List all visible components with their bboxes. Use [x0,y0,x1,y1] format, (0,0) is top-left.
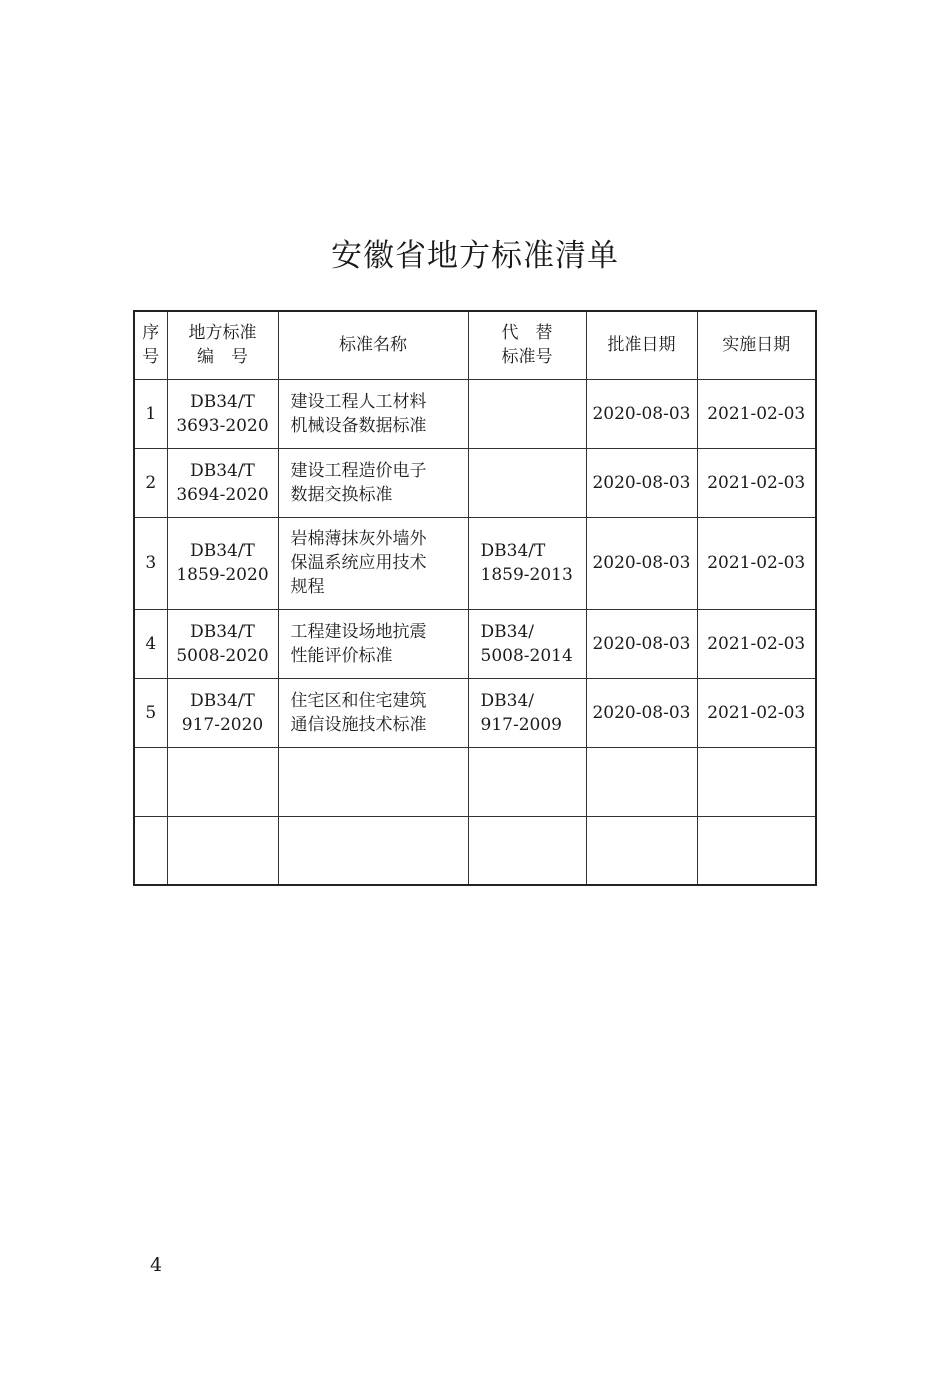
empty-cell [134,816,167,885]
empty-cell [468,747,586,816]
row-approval-date: 2020-08-03 [586,517,697,609]
row-implementation-date: 2021-02-03 [697,448,816,517]
header-seq: 序 号 [134,311,167,379]
empty-cell [468,816,586,885]
table-row [134,448,816,517]
table-row [134,517,816,609]
empty-cell [278,747,468,816]
header-replaced: 代 替 标准号 [468,311,586,379]
row-name: 建设工程人工材料 机械设备数据标准 [278,379,468,448]
empty-table-row [134,816,816,885]
table-row [134,609,816,678]
row-approval-date: 2020-08-03 [586,609,697,678]
empty-cell [586,747,697,816]
row-seq: 4 [134,609,167,678]
row-approval-date: 2020-08-03 [586,379,697,448]
row-implementation-date: 2021-02-03 [697,517,816,609]
empty-table-row [134,747,816,816]
header-code: 地方标准 编 号 [167,311,278,379]
empty-cell [278,816,468,885]
row-replaced: DB34/T 1859-2013 [468,517,586,609]
table-row [134,379,816,448]
row-code: DB34/T 5008-2020 [167,609,278,678]
row-name: 工程建设场地抗震 性能评价标准 [278,609,468,678]
row-implementation-date: 2021-02-03 [697,678,816,747]
row-code: DB34/T 1859-2020 [167,517,278,609]
empty-cell [586,816,697,885]
row-name: 住宅区和住宅建筑 通信设施技术标准 [278,678,468,747]
row-replaced: DB34/ 917-2009 [468,678,586,747]
row-name: 岩棉薄抹灰外墙外 保温系统应用技术 规程 [278,517,468,609]
row-implementation-date: 2021-02-03 [697,379,816,448]
page-title: 安徽省地方标准清单 [331,238,619,274]
header-implementation-date: 实施日期 [697,311,816,379]
standards-table [133,310,817,886]
row-seq: 3 [134,517,167,609]
empty-cell [134,747,167,816]
empty-cell [167,747,278,816]
row-seq: 2 [134,448,167,517]
row-seq: 1 [134,379,167,448]
row-approval-date: 2020-08-03 [586,448,697,517]
row-replaced [468,379,586,448]
row-replaced: DB34/ 5008-2014 [468,609,586,678]
row-replaced [468,448,586,517]
row-code: DB34/T 3693-2020 [167,379,278,448]
row-name: 建设工程造价电子 数据交换标准 [278,448,468,517]
row-seq: 5 [134,678,167,747]
row-code: DB34/T 3694-2020 [167,448,278,517]
table-row [134,678,816,747]
row-approval-date: 2020-08-03 [586,678,697,747]
header-name: 标准名称 [278,311,468,379]
row-implementation-date: 2021-02-03 [697,609,816,678]
empty-cell [167,816,278,885]
empty-cell [697,747,816,816]
header-approval-date: 批准日期 [586,311,697,379]
table-header-row [134,311,816,379]
empty-cell [697,816,816,885]
row-code: DB34/T 917-2020 [167,678,278,747]
page-number: 4 [150,1254,163,1276]
